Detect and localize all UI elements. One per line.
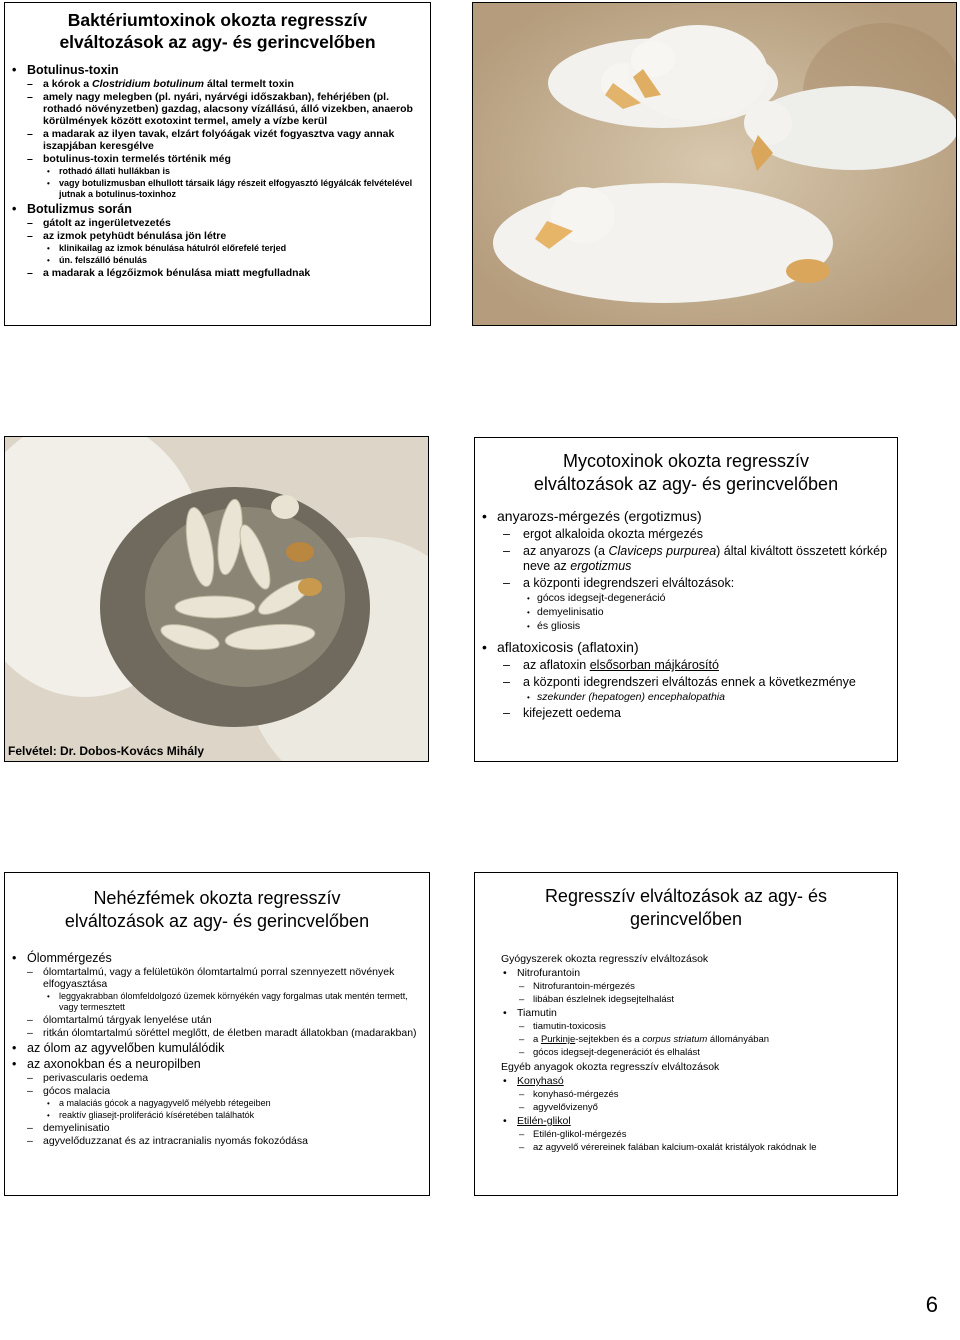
bullet-list — [5, 951, 429, 1147]
bullet-item-level-2 — [5, 1135, 421, 1147]
bullet-item-level-3 — [5, 991, 421, 1013]
bullet-item-level-3 — [5, 255, 422, 266]
bullet-item: • Konyhasó — [475, 1075, 897, 1088]
bullet-item: – a Purkinje-sejtekben és a corpus striatum állományában — [475, 1034, 897, 1046]
bullet-item-level-1 — [5, 951, 421, 965]
bullet-text: kifejezett oedema — [523, 706, 621, 720]
bullet-text: reaktív gliasejt-proliferáció kíséretében találhatók — [59, 1110, 255, 1120]
bullet-text: klinikailag az izmok bénulása hátulról előrefelé terjed — [59, 243, 287, 253]
bullet-text: az izmok petyhüdt bénulása jön létre — [43, 230, 227, 242]
bullet-text: a madarak a légzőizmok bénulása miatt megfulladnak — [43, 267, 311, 279]
bullet-text: ergot alkaloida okozta mérgezés — [523, 527, 703, 541]
bullet-item-level-3 — [475, 620, 891, 633]
photo-credit: Felvétel: Dr. Dobos-Kovács Mihály — [8, 744, 205, 758]
bullet-item: • Nitrofurantoin — [475, 967, 897, 980]
bullet-item-level-3 — [5, 243, 422, 254]
bullet-item: – libában észlelnek idegsejtelhalást — [475, 994, 897, 1006]
slide-heavy-metals — [4, 872, 430, 1196]
title-line-2: elváltozások az agy- és gerincvelőben — [533, 474, 839, 494]
bullet-item-level-1 — [5, 1041, 421, 1055]
bullet-list — [475, 508, 897, 721]
bullet-item: – konyhasó-mérgezés — [475, 1089, 897, 1101]
bullet-item-level-3 — [5, 1110, 421, 1121]
bullet-text: ún. felszálló bénulás — [59, 255, 148, 265]
bullet-text: a központi idegrendszeri elváltozás ennek a következménye — [523, 675, 856, 689]
bullet-item-level-2 — [5, 1072, 421, 1084]
bullet-item-level-2 — [5, 217, 422, 229]
bullet-text: demyelinisatio — [43, 1122, 110, 1134]
slide-title — [5, 3, 430, 53]
bullet-item-level-2 — [5, 153, 422, 165]
section-heading: Gyógyszerek okozta regresszív elváltozások — [501, 953, 709, 965]
slide-title — [475, 438, 897, 496]
bullet-item-level-2 — [5, 1014, 421, 1026]
title-line-1: Regresszív elváltozások az agy- és — [544, 886, 828, 906]
bullet-text: az anyarozs (a Claviceps purpurea) által kiváltott összetett kórkép neve az ergotizmus — [523, 544, 888, 573]
title-line-1: Nehézfémek okozta regresszív — [93, 888, 341, 908]
bullet-item-level-2 — [5, 1122, 421, 1134]
bullet-item: • Etilén-glikol — [475, 1115, 897, 1128]
bullet-item-level-2 — [475, 675, 891, 690]
bullet-item: – az agyvelő vérereinek falában kalcium-oxalát kristályok rakódnak le — [475, 1142, 897, 1154]
slide-title — [475, 873, 897, 931]
bullet-item-level-3 — [475, 592, 891, 605]
bullet-item-level-2 — [475, 527, 891, 542]
bullet-item: – gócos idegsejt-degenerációt és elhalást — [475, 1047, 897, 1059]
bullet-text: gátolt az ingerületvezetés — [43, 217, 171, 229]
larvae-photo — [4, 436, 429, 762]
title-line-1: Mycotoxinok okozta regresszív — [562, 451, 810, 471]
bullet-item-level-3 — [475, 691, 891, 704]
bullet-text: gócos malacia — [43, 1085, 111, 1097]
bullet-item-level-3 — [5, 178, 422, 200]
bullet-text: szekunder (hepatogen) encephalopathia — [537, 691, 725, 703]
title-line-2: elváltozások az agy- és gerincvelőben — [59, 32, 376, 52]
bullet-item-level-2 — [5, 966, 421, 990]
bullet-text: agyvelőduzzanat és az intracranialis nyomás fokozódása — [43, 1135, 308, 1147]
bullet-item-level-2 — [5, 267, 422, 279]
title-line-2: gerincvelőben — [629, 909, 743, 929]
bullet-list — [5, 63, 430, 279]
slide-botulinus — [4, 2, 431, 326]
bullet-item-level-1 — [5, 1057, 421, 1071]
bullet-text: ólomtartalmú, vagy a felületükön ólomtartalmú porral szennyezett növények elfogyasztása — [43, 966, 395, 990]
bullet-text: Ólommérgezés — [27, 951, 112, 965]
bullet-item-level-2 — [5, 230, 422, 242]
title-line-1: Baktériumtoxinok okozta regresszív — [67, 10, 368, 30]
bullet-item-level-2 — [5, 91, 422, 127]
bullet-text: az aflatoxin elsősorban májkárosító — [523, 658, 719, 672]
section-heading: Egyéb anyagok okozta regresszív elváltozások — [501, 1061, 720, 1073]
bullet-text: a kórok a Clostridium botulinum által termelt toxin — [43, 78, 294, 90]
slide-title — [5, 873, 429, 933]
bullet-text: gócos idegsejt-degeneráció — [537, 592, 666, 604]
bullet-item-level-2 — [475, 576, 891, 591]
bullet-text: ólomtartalmú tárgyak lenyelése után — [43, 1014, 212, 1026]
bullet-text: aflatoxicosis (aflatoxin) — [497, 639, 639, 655]
bullet-list — [475, 953, 897, 1154]
bullet-item: • Tiamutin — [475, 1007, 897, 1020]
bullet-text: a malaciás gócok a nagyagyvelő mélyebb rétegeiben — [59, 1098, 271, 1108]
bullet-item-level-2 — [5, 1027, 421, 1039]
bullet-item: – tiamutin-toxicosis — [475, 1021, 897, 1033]
bullet-text: és gliosis — [537, 620, 581, 632]
ducks-photo — [472, 2, 957, 326]
bullet-text: amely nagy melegben (pl. nyári, nyárvégi időszakban), fehérjében (pl. rothadó növényzetben) gazdag, alacsony vízállású, álló vizekben, anaerob körülmények között exotoxint termel, amely a vízbe kerül — [43, 91, 413, 127]
bullet-text: vagy botulizmusban elhullott társaik lágy részeit elfogyasztó légyálcák felvételével jutnak a botulinus-toxinhoz — [59, 178, 413, 199]
bullet-text: a központi idegrendszeri elváltozások: — [523, 576, 735, 590]
bullet-item-level-1 — [5, 202, 422, 216]
bullet-text: Botulinus-toxin — [27, 63, 119, 77]
bullet-item-level-1 — [475, 508, 891, 525]
bullet-text: az axonokban és a neuropilben — [27, 1057, 201, 1071]
bullet-item: – agyvelővizenyő — [475, 1102, 897, 1114]
bullet-text: perivascularis oedema — [43, 1072, 149, 1084]
larvae-image — [5, 437, 429, 762]
bullet-text: Botulizmus során — [27, 202, 132, 216]
bullet-item: – Etilén-glikol-mérgezés — [475, 1129, 897, 1141]
bullet-text: ritkán ólomtartalmú söréttel meglőtt, de életben maradt állatokban (madarakban) — [43, 1027, 417, 1039]
bullet-item-level-1 — [5, 63, 422, 77]
bullet-text: botulinus-toxin termelés történik még — [43, 153, 231, 165]
page-number: 6 — [925, 1292, 938, 1317]
slide-mycotoxin — [474, 437, 898, 762]
bullet-item: – Nitrofurantoin-mérgezés — [475, 981, 897, 993]
bullet-text: anyarozs-mérgezés (ergotizmus) — [497, 508, 702, 524]
bullet-text: leggyakrabban ólomfeldolgozó üzemek környékén vagy forgalmas utak mentén termett, vagy termesztett — [59, 991, 408, 1012]
bullet-text: demyelinisatio — [537, 606, 604, 618]
bullet-item-level-3 — [5, 1098, 421, 1109]
bullet-item-level-3 — [5, 166, 422, 177]
bullet-item-level-2 — [5, 128, 422, 152]
bullet-item-level-1 — [475, 639, 891, 656]
bullet-item-level-2 — [475, 706, 891, 721]
bullet-item-level-2 — [5, 78, 422, 90]
bullet-item-level-3 — [475, 606, 891, 619]
bullet-item-level-2 — [5, 1085, 421, 1097]
bullet-text: rothadó állati hullákban is — [59, 166, 171, 176]
bullet-text: a madarak az ilyen tavak, elzárt folyóágak vizét fogyasztva vagy annak iszapjában keresgélve — [43, 128, 395, 152]
title-line-2: elváltozások az agy- és gerincvelőben — [64, 911, 370, 931]
bullet-text: az ólom az agyvelőben kumulálódik — [27, 1041, 225, 1055]
slide-drugs — [474, 872, 898, 1196]
ducks-image — [473, 3, 957, 326]
bullet-item-level-2 — [475, 658, 891, 673]
bullet-item-level-2 — [475, 544, 891, 574]
